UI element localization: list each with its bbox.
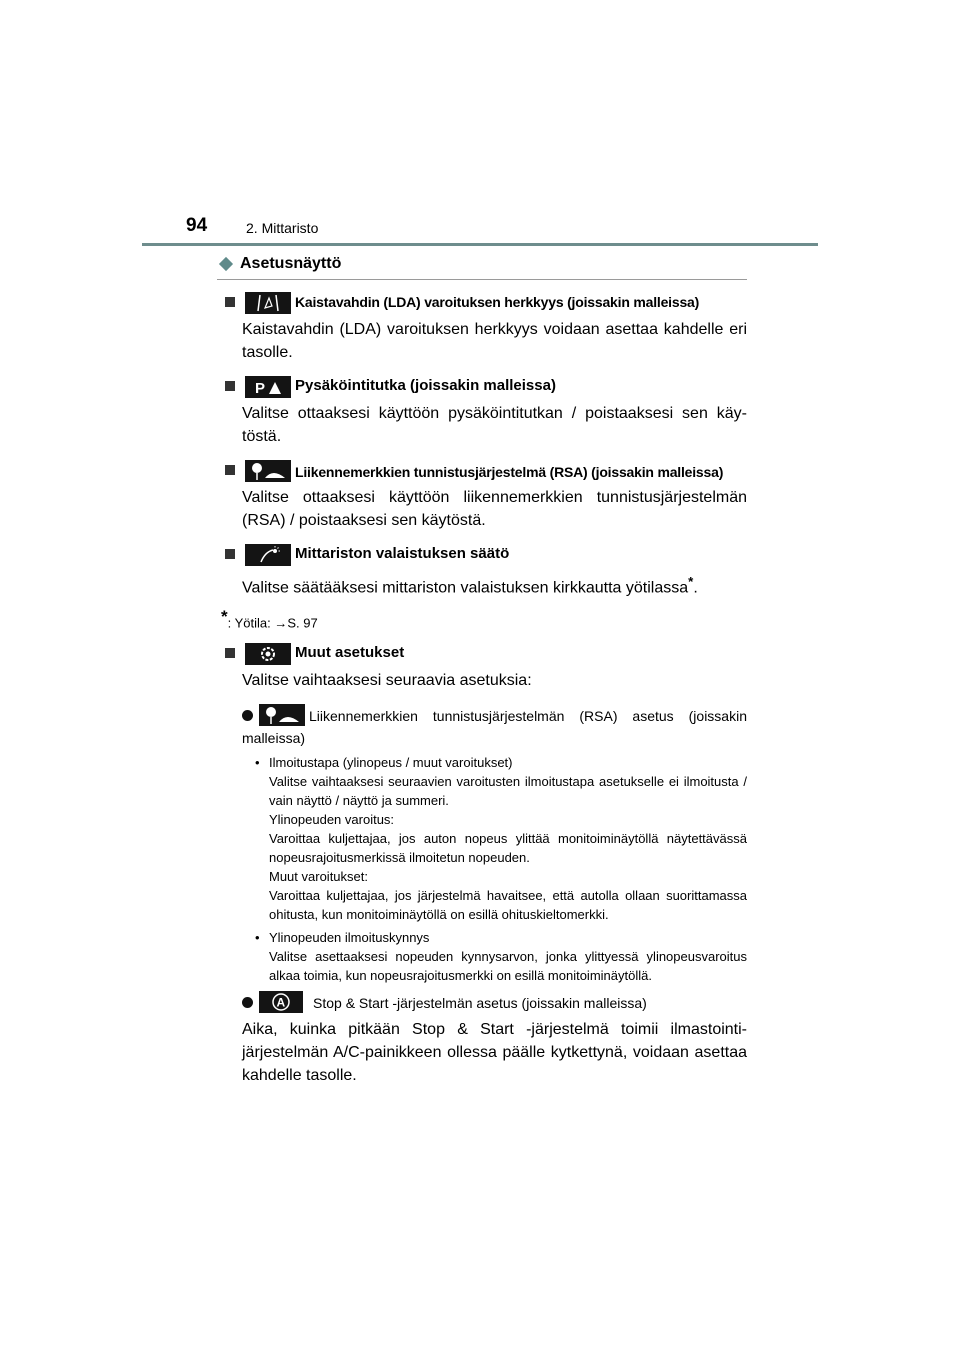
sub-line: Valitse asettaaksesi nopeuden kynnysarvon, jonka ylittyessä ylinopeusvaroitus alkaa toimia, kun nopeusrajoitusmerkki on esillä monitoiminäytöllä. bbox=[269, 948, 747, 983]
chapter-title: 2. Mittaristo bbox=[246, 220, 319, 236]
header-rule bbox=[142, 243, 818, 246]
gear-icon bbox=[245, 643, 291, 665]
round-bullet-icon bbox=[242, 997, 253, 1008]
item-text: Valitse vaihtaaksesi seuraavia asetuksia: bbox=[242, 671, 532, 689]
parking-sensor-icon bbox=[245, 376, 291, 398]
rsa-setting-title: Liikennemerkkien tunnistusjärjestelmän (RSA) asetus (joissakin malleissa) bbox=[242, 707, 747, 746]
item-title: Mittariston valaistuksen säätö bbox=[295, 545, 510, 562]
item-other-settings-heading bbox=[217, 643, 747, 665]
sub-line: Valitse vaihtaaksesi seuraavien varoitusten ilmoitustapa asetukselle ei ilmoitusta / vain näyttö / näyttö ja summeri. bbox=[269, 773, 747, 808]
item-text: Valitse ottaaksesi käyttöön pysäköintitutkan / poistaaksesi sen käytöstä. bbox=[242, 405, 747, 445]
sub-label: • Ilmoitustapa (ylinopeus / muut varoitukset) bbox=[255, 753, 747, 772]
stop-start-bullet bbox=[242, 991, 747, 1014]
footnote-star: * bbox=[221, 607, 228, 627]
diamond-bullet-icon bbox=[219, 257, 233, 271]
road-sign-assist-icon bbox=[259, 704, 305, 726]
item-rsa-heading bbox=[217, 460, 747, 482]
svg-text:A: A bbox=[276, 995, 286, 1010]
sub-line: Varoittaa kuljettajaa, jos auton nopeus ylittää monitoiminäytöllä näytettävässä nopeusrajoitusmerkissä ilmoitetun nopeuden. bbox=[269, 830, 747, 865]
sub-line: Ylinopeuden varoitus: bbox=[269, 811, 395, 827]
svg-text:P: P bbox=[255, 380, 266, 397]
stop-start-icon bbox=[259, 991, 303, 1013]
square-bullet-icon bbox=[225, 297, 235, 307]
footnote bbox=[221, 607, 747, 630]
item-parking-heading bbox=[217, 376, 747, 398]
item-text: Valitse säätääksesi mittariston valaistuksen kirkkautta yötilassa*. bbox=[242, 574, 698, 597]
sub-line: Varoittaa kuljettajaa, jos järjestelmä havaitsee, että autolla ollaan suorittamassa ohitusta, kun monitoiminäytöllä on esillä ohituskieltomerkki. bbox=[269, 887, 747, 922]
item-title: Kaistavahdin (LDA) varoituksen herkkyys (joissakin malleissa) bbox=[295, 294, 700, 310]
square-bullet-icon bbox=[225, 648, 235, 658]
square-bullet-icon bbox=[225, 465, 235, 475]
item-illumination-heading bbox=[217, 544, 747, 566]
asterisk-mark: * bbox=[688, 574, 694, 589]
item-text: Kaistavahdin (LDA) varoituksen herkkyys voidaan asettaa kahdelle eri tasolle. bbox=[242, 321, 747, 361]
item-text: Valitse ottaaksesi käyttöön liikennemerkkien tunnistusjärjestelmän (RSA) / poistaaksesi sen käytöstä. bbox=[242, 489, 747, 529]
item-title: Muut asetukset bbox=[295, 643, 405, 661]
lane-departure-icon bbox=[245, 292, 291, 314]
rsa-sub-item bbox=[255, 928, 747, 985]
item-lda-heading bbox=[217, 292, 747, 314]
footnote-text: : Yötila: →S. 97 bbox=[227, 615, 318, 631]
item-title: Liikennemerkkien tunnistusjärjestelmä (RSA) (joissakin malleissa) bbox=[295, 464, 724, 480]
stop-start-title: Stop & Start -järjestelmän asetus (joissakin malleissa) bbox=[313, 994, 647, 1011]
square-bullet-icon bbox=[225, 381, 235, 391]
sub-label: • Ylinopeuden ilmoituskynnys bbox=[255, 928, 747, 947]
item-title: Pysäköintitutka (joissakin malleissa) bbox=[295, 377, 556, 394]
section-heading bbox=[217, 252, 747, 280]
sub-line: Muut varoitukset: bbox=[269, 868, 368, 884]
square-bullet-icon bbox=[225, 549, 235, 559]
round-bullet-icon bbox=[242, 710, 253, 721]
rsa-setting-bullet bbox=[242, 704, 747, 749]
page-content bbox=[217, 252, 747, 1087]
road-sign-assist-icon bbox=[245, 460, 291, 482]
section-title: Asetusnäyttö bbox=[240, 255, 342, 272]
page-number: 94 bbox=[186, 215, 208, 236]
brightness-icon bbox=[245, 544, 291, 566]
stop-start-text: Aika, kuinka pitkään Stop & Start -järjestelmä toimii ilmastointijärjestelmän A/C-painikkeen ollessa päälle kytkettynä, voidaan asettaa kahdelle tasolle. bbox=[242, 1020, 747, 1084]
rsa-sub-item bbox=[255, 753, 747, 924]
